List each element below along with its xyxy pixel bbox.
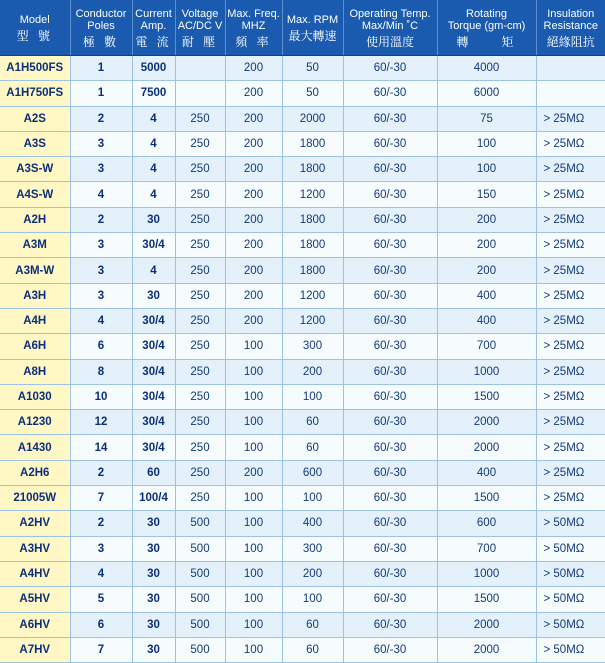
cell-current-amp: 30 — [132, 283, 175, 308]
cell-rotating-torque: 200 — [437, 258, 536, 283]
header-max-freq-label: Max. Freq. — [226, 8, 282, 20]
cell-voltage: 250 — [175, 308, 225, 333]
cell-insulation-resistance: > 50MΩ — [536, 511, 605, 536]
cell-max-rpm: 400 — [282, 511, 343, 536]
cell-current-amp: 30/4 — [132, 384, 175, 409]
table-row — [0, 637, 605, 662]
cell-voltage — [175, 81, 225, 106]
header-model-chinese-label: 型 號 — [0, 30, 70, 42]
cell-max-freq: 200 — [225, 258, 282, 283]
cell-model: A4HV — [0, 561, 70, 586]
cell-model: A2H6 — [0, 460, 70, 485]
cell-rotating-torque: 600 — [437, 511, 536, 536]
header-operating-temp-chinese-label: 使用溫度 — [344, 36, 437, 48]
header-current-amp-label: Amp. — [133, 20, 175, 32]
cell-insulation-resistance: > 25MΩ — [536, 207, 605, 232]
cell-insulation-resistance: > 25MΩ — [536, 486, 605, 511]
cell-insulation-resistance: > 50MΩ — [536, 536, 605, 561]
header-max-rpm — [282, 0, 343, 56]
cell-insulation-resistance: > 25MΩ — [536, 460, 605, 485]
cell-max-rpm: 2000 — [282, 106, 343, 131]
cell-max-rpm: 1800 — [282, 157, 343, 182]
table-row — [0, 486, 605, 511]
cell-operating-temp: 60/-30 — [343, 56, 437, 81]
cell-current-amp: 30/4 — [132, 308, 175, 333]
cell-operating-temp: 60/-30 — [343, 612, 437, 637]
cell-max-rpm: 200 — [282, 561, 343, 586]
cell-conductor-poles: 7 — [70, 486, 132, 511]
cell-operating-temp: 60/-30 — [343, 460, 437, 485]
cell-current-amp: 5000 — [132, 56, 175, 81]
header-current-amp-chinese-label: 電 流 — [133, 36, 175, 48]
cell-max-rpm: 1800 — [282, 258, 343, 283]
cell-model: A7HV — [0, 637, 70, 662]
cell-max-freq: 100 — [225, 637, 282, 662]
cell-model: A3M — [0, 233, 70, 258]
cell-rotating-torque: 200 — [437, 233, 536, 258]
cell-operating-temp: 60/-30 — [343, 131, 437, 156]
cell-model: A5HV — [0, 587, 70, 612]
header-conductor-poles-chinese-label: 極 數 — [71, 36, 132, 48]
cell-model: 21005W — [0, 486, 70, 511]
table-row — [0, 334, 605, 359]
cell-insulation-resistance: > 25MΩ — [536, 435, 605, 460]
cell-rotating-torque: 6000 — [437, 81, 536, 106]
cell-operating-temp: 60/-30 — [343, 157, 437, 182]
cell-max-freq: 200 — [225, 81, 282, 106]
cell-conductor-poles: 10 — [70, 384, 132, 409]
cell-current-amp: 30 — [132, 612, 175, 637]
cell-rotating-torque: 75 — [437, 106, 536, 131]
cell-current-amp: 30/4 — [132, 410, 175, 435]
table-row — [0, 157, 605, 182]
header-voltage-chinese-label: 耐 壓 — [176, 36, 225, 48]
cell-operating-temp: 60/-30 — [343, 308, 437, 333]
cell-operating-temp: 60/-30 — [343, 384, 437, 409]
cell-model: A3S — [0, 131, 70, 156]
cell-max-rpm: 60 — [282, 435, 343, 460]
cell-conductor-poles: 3 — [70, 283, 132, 308]
cell-conductor-poles: 3 — [70, 258, 132, 283]
table-row — [0, 359, 605, 384]
cell-max-freq: 200 — [225, 182, 282, 207]
cell-voltage: 250 — [175, 384, 225, 409]
table-row — [0, 207, 605, 232]
cell-operating-temp: 60/-30 — [343, 511, 437, 536]
table-row — [0, 384, 605, 409]
cell-max-freq: 200 — [225, 131, 282, 156]
cell-conductor-poles: 6 — [70, 612, 132, 637]
cell-model: A1230 — [0, 410, 70, 435]
header-operating-temp — [343, 0, 437, 56]
table-row — [0, 410, 605, 435]
cell-conductor-poles: 1 — [70, 81, 132, 106]
cell-model: A6H — [0, 334, 70, 359]
cell-current-amp: 4 — [132, 258, 175, 283]
cell-current-amp: 30/4 — [132, 435, 175, 460]
cell-voltage: 250 — [175, 106, 225, 131]
cell-voltage: 500 — [175, 511, 225, 536]
cell-conductor-poles: 4 — [70, 182, 132, 207]
cell-max-rpm: 1800 — [282, 131, 343, 156]
cell-current-amp: 100/4 — [132, 486, 175, 511]
cell-max-rpm: 1200 — [282, 182, 343, 207]
cell-insulation-resistance: > 25MΩ — [536, 131, 605, 156]
cell-conductor-poles: 4 — [70, 561, 132, 586]
cell-voltage: 250 — [175, 131, 225, 156]
cell-model: A1030 — [0, 384, 70, 409]
cell-operating-temp: 60/-30 — [343, 258, 437, 283]
cell-model: A2S — [0, 106, 70, 131]
cell-rotating-torque: 1000 — [437, 561, 536, 586]
table-row — [0, 258, 605, 283]
cell-conductor-poles: 4 — [70, 308, 132, 333]
cell-conductor-poles: 2 — [70, 511, 132, 536]
header-conductor-poles — [70, 0, 132, 56]
header-conductor-poles-label: Conductor — [71, 8, 132, 20]
cell-current-amp: 4 — [132, 131, 175, 156]
header-insulation-resistance-chinese-label: 絕緣阻抗 — [537, 36, 605, 48]
cell-voltage: 250 — [175, 486, 225, 511]
header-insulation-resistance-label: Resistance — [537, 20, 605, 32]
cell-model: A3S-W — [0, 157, 70, 182]
header-rotating-torque-label: Rotating — [438, 8, 536, 20]
cell-max-freq: 100 — [225, 536, 282, 561]
cell-max-freq: 100 — [225, 384, 282, 409]
cell-rotating-torque: 400 — [437, 460, 536, 485]
cell-max-rpm: 600 — [282, 460, 343, 485]
cell-rotating-torque: 200 — [437, 207, 536, 232]
cell-max-rpm: 50 — [282, 81, 343, 106]
cell-operating-temp: 60/-30 — [343, 587, 437, 612]
cell-conductor-poles: 2 — [70, 460, 132, 485]
header-current-amp-label: Current — [133, 8, 175, 20]
cell-operating-temp: 60/-30 — [343, 106, 437, 131]
cell-operating-temp: 60/-30 — [343, 359, 437, 384]
cell-max-rpm: 100 — [282, 384, 343, 409]
header-rotating-torque-label: Torque (gm-cm) — [438, 20, 536, 32]
header-operating-temp-label: Operating Temp. — [344, 8, 437, 20]
cell-max-freq: 200 — [225, 157, 282, 182]
cell-voltage: 250 — [175, 283, 225, 308]
cell-model: A1H750FS — [0, 81, 70, 106]
cell-conductor-poles: 1 — [70, 56, 132, 81]
table-row — [0, 131, 605, 156]
cell-operating-temp: 60/-30 — [343, 637, 437, 662]
cell-insulation-resistance: > 50MΩ — [536, 561, 605, 586]
table-row — [0, 283, 605, 308]
cell-max-freq: 200 — [225, 56, 282, 81]
cell-conductor-poles: 6 — [70, 334, 132, 359]
cell-voltage: 250 — [175, 233, 225, 258]
header-max-rpm-chinese-label: 最大轉速 — [283, 30, 343, 42]
cell-conductor-poles: 2 — [70, 106, 132, 131]
cell-max-rpm: 1200 — [282, 283, 343, 308]
cell-operating-temp: 60/-30 — [343, 561, 437, 586]
cell-insulation-resistance: > 25MΩ — [536, 182, 605, 207]
cell-max-freq: 200 — [225, 460, 282, 485]
cell-conductor-poles: 3 — [70, 131, 132, 156]
cell-rotating-torque: 2000 — [437, 612, 536, 637]
header-insulation-resistance-label: Insulation — [537, 8, 605, 20]
table-row — [0, 106, 605, 131]
cell-rotating-torque: 1500 — [437, 384, 536, 409]
cell-conductor-poles: 3 — [70, 157, 132, 182]
header-row — [0, 0, 605, 56]
cell-max-freq: 200 — [225, 233, 282, 258]
cell-max-rpm: 60 — [282, 637, 343, 662]
cell-voltage: 500 — [175, 587, 225, 612]
cell-rotating-torque: 4000 — [437, 56, 536, 81]
header-voltage — [175, 0, 225, 56]
cell-voltage: 250 — [175, 334, 225, 359]
header-rotating-torque — [437, 0, 536, 56]
cell-max-rpm: 100 — [282, 486, 343, 511]
cell-rotating-torque: 400 — [437, 283, 536, 308]
cell-operating-temp: 60/-30 — [343, 283, 437, 308]
table-row — [0, 561, 605, 586]
header-max-freq-label: MHZ — [226, 20, 282, 32]
cell-max-freq: 200 — [225, 106, 282, 131]
cell-current-amp: 7500 — [132, 81, 175, 106]
cell-insulation-resistance — [536, 56, 605, 81]
cell-rotating-torque: 150 — [437, 182, 536, 207]
cell-rotating-torque: 2000 — [437, 410, 536, 435]
cell-rotating-torque: 1500 — [437, 486, 536, 511]
cell-model: A3HV — [0, 536, 70, 561]
cell-max-freq: 200 — [225, 283, 282, 308]
cell-max-freq: 100 — [225, 334, 282, 359]
cell-max-freq: 100 — [225, 359, 282, 384]
cell-current-amp: 4 — [132, 182, 175, 207]
cell-model: A3H — [0, 283, 70, 308]
cell-model: A1430 — [0, 435, 70, 460]
cell-conductor-poles: 5 — [70, 587, 132, 612]
cell-voltage: 250 — [175, 460, 225, 485]
cell-voltage: 250 — [175, 435, 225, 460]
cell-operating-temp: 60/-30 — [343, 233, 437, 258]
cell-voltage: 250 — [175, 157, 225, 182]
cell-operating-temp: 60/-30 — [343, 334, 437, 359]
cell-voltage: 500 — [175, 536, 225, 561]
cell-current-amp: 30 — [132, 637, 175, 662]
cell-voltage: 500 — [175, 612, 225, 637]
header-rotating-torque-chinese-label: 轉 矩 — [438, 36, 536, 48]
table-row — [0, 612, 605, 637]
cell-max-rpm: 100 — [282, 587, 343, 612]
table-row — [0, 233, 605, 258]
cell-operating-temp: 60/-30 — [343, 486, 437, 511]
cell-operating-temp: 60/-30 — [343, 435, 437, 460]
cell-conductor-poles: 12 — [70, 410, 132, 435]
header-current-amp — [132, 0, 175, 56]
cell-rotating-torque: 2000 — [437, 435, 536, 460]
cell-insulation-resistance: > 50MΩ — [536, 587, 605, 612]
table-row — [0, 182, 605, 207]
cell-insulation-resistance: > 25MΩ — [536, 384, 605, 409]
cell-current-amp: 30 — [132, 561, 175, 586]
cell-conductor-poles: 14 — [70, 435, 132, 460]
cell-voltage: 250 — [175, 258, 225, 283]
cell-operating-temp: 60/-30 — [343, 182, 437, 207]
table-row — [0, 308, 605, 333]
header-max-rpm-label: Max. RPM — [283, 14, 343, 26]
cell-voltage: 500 — [175, 561, 225, 586]
cell-rotating-torque: 400 — [437, 308, 536, 333]
cell-rotating-torque: 1000 — [437, 359, 536, 384]
cell-voltage — [175, 56, 225, 81]
cell-current-amp: 30/4 — [132, 359, 175, 384]
cell-insulation-resistance: > 25MΩ — [536, 359, 605, 384]
cell-voltage: 250 — [175, 182, 225, 207]
cell-insulation-resistance: > 50MΩ — [536, 637, 605, 662]
cell-max-freq: 100 — [225, 486, 282, 511]
cell-operating-temp: 60/-30 — [343, 536, 437, 561]
cell-max-rpm: 1800 — [282, 233, 343, 258]
cell-rotating-torque: 100 — [437, 131, 536, 156]
table-row — [0, 511, 605, 536]
cell-max-rpm: 60 — [282, 410, 343, 435]
cell-insulation-resistance: > 25MΩ — [536, 334, 605, 359]
cell-model: A1H500FS — [0, 56, 70, 81]
cell-insulation-resistance: > 25MΩ — [536, 283, 605, 308]
header-operating-temp-label: Max/Min ˚C — [344, 20, 437, 32]
cell-rotating-torque: 700 — [437, 334, 536, 359]
cell-current-amp: 4 — [132, 106, 175, 131]
cell-max-rpm: 60 — [282, 612, 343, 637]
cell-voltage: 250 — [175, 410, 225, 435]
cell-model: A4H — [0, 308, 70, 333]
cell-conductor-poles: 8 — [70, 359, 132, 384]
header-model-label: Model — [0, 14, 70, 26]
cell-operating-temp: 60/-30 — [343, 207, 437, 232]
cell-current-amp: 60 — [132, 460, 175, 485]
cell-insulation-resistance: > 25MΩ — [536, 308, 605, 333]
cell-rotating-torque: 1500 — [437, 587, 536, 612]
cell-max-rpm: 50 — [282, 56, 343, 81]
cell-voltage: 250 — [175, 359, 225, 384]
cell-conductor-poles: 7 — [70, 637, 132, 662]
cell-insulation-resistance: > 50MΩ — [536, 612, 605, 637]
table-row — [0, 460, 605, 485]
cell-current-amp: 30 — [132, 511, 175, 536]
cell-max-rpm: 1200 — [282, 308, 343, 333]
cell-model: A6HV — [0, 612, 70, 637]
header-conductor-poles-label: Poles — [71, 20, 132, 32]
cell-model: A8H — [0, 359, 70, 384]
table-row — [0, 81, 605, 106]
cell-model: A3M-W — [0, 258, 70, 283]
cell-max-freq: 100 — [225, 561, 282, 586]
cell-max-freq: 100 — [225, 612, 282, 637]
cell-model: A4S-W — [0, 182, 70, 207]
cell-current-amp: 30 — [132, 536, 175, 561]
header-insulation-resistance — [536, 0, 605, 56]
cell-insulation-resistance: > 25MΩ — [536, 410, 605, 435]
cell-rotating-torque: 700 — [437, 536, 536, 561]
cell-current-amp: 4 — [132, 157, 175, 182]
cell-current-amp: 30/4 — [132, 334, 175, 359]
cell-insulation-resistance — [536, 81, 605, 106]
cell-max-freq: 100 — [225, 587, 282, 612]
cell-max-rpm: 200 — [282, 359, 343, 384]
cell-insulation-resistance: > 25MΩ — [536, 106, 605, 131]
cell-rotating-torque: 2000 — [437, 637, 536, 662]
cell-rotating-torque: 100 — [437, 157, 536, 182]
cell-current-amp: 30 — [132, 587, 175, 612]
cell-max-rpm: 300 — [282, 536, 343, 561]
cell-max-rpm: 300 — [282, 334, 343, 359]
cell-operating-temp: 60/-30 — [343, 410, 437, 435]
table-body — [0, 56, 605, 663]
cell-current-amp: 30 — [132, 207, 175, 232]
cell-voltage: 250 — [175, 207, 225, 232]
cell-max-freq: 100 — [225, 410, 282, 435]
cell-operating-temp: 60/-30 — [343, 81, 437, 106]
cell-voltage: 500 — [175, 637, 225, 662]
cell-max-freq: 100 — [225, 511, 282, 536]
cell-insulation-resistance: > 25MΩ — [536, 258, 605, 283]
table-row — [0, 56, 605, 81]
table-row — [0, 435, 605, 460]
cell-insulation-resistance: > 25MΩ — [536, 233, 605, 258]
cell-model: A2HV — [0, 511, 70, 536]
header-max-freq-chinese-label: 頻 率 — [226, 36, 282, 48]
cell-max-freq: 100 — [225, 435, 282, 460]
header-max-freq — [225, 0, 282, 56]
cell-conductor-poles: 3 — [70, 536, 132, 561]
table-row — [0, 587, 605, 612]
header-model — [0, 0, 70, 56]
cell-conductor-poles: 2 — [70, 207, 132, 232]
header-voltage-label: Voltage — [176, 8, 225, 20]
table-header — [0, 0, 605, 56]
cell-current-amp: 30/4 — [132, 233, 175, 258]
cell-conductor-poles: 3 — [70, 233, 132, 258]
cell-model: A2H — [0, 207, 70, 232]
cell-insulation-resistance: > 25MΩ — [536, 157, 605, 182]
cell-max-freq: 200 — [225, 207, 282, 232]
table-row — [0, 536, 605, 561]
cell-max-freq: 200 — [225, 308, 282, 333]
cell-max-rpm: 1800 — [282, 207, 343, 232]
header-voltage-label: AC/DC V — [176, 20, 225, 32]
